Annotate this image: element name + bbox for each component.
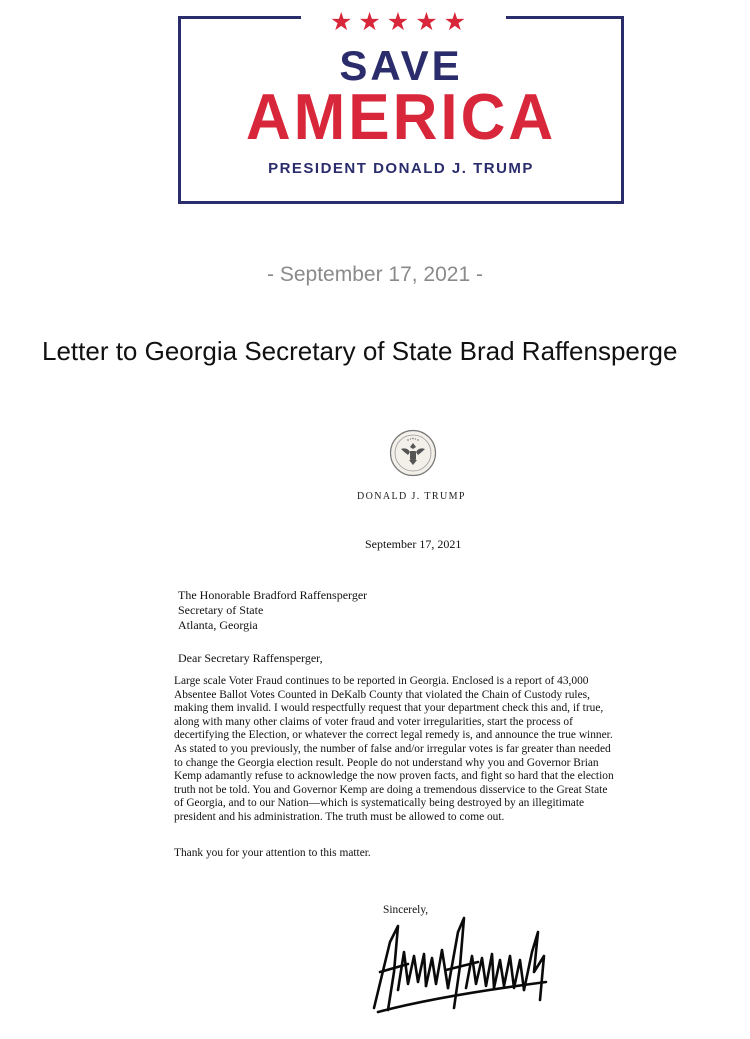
- body-line: to change the Georgia election result. People do not understand why you and Governor Brian: [174, 756, 599, 769]
- page-title: Letter to Georgia Secretary of State Brad Raffensperge: [42, 336, 678, 366]
- logo-save-text: SAVE: [339, 42, 463, 89]
- address-line: Atlanta, Georgia: [178, 618, 258, 632]
- address-line: The Honorable Bradford Raffensperger: [178, 588, 368, 602]
- body-line: truth not be told. You and Governor Kemp are doing a tremendous disservice to the Great State: [174, 783, 608, 796]
- header-date: - September 17, 2021 -: [267, 263, 483, 286]
- logo-president-text: PRESIDENT DONALD J. TRUMP: [268, 160, 534, 177]
- body-line: As stated to you previously, the number of false and/or irregular votes is far greater than needed: [174, 742, 611, 755]
- letterhead-name: DONALD J. TRUMP: [357, 491, 466, 502]
- body-line: Large scale Voter Fraud continues to be reported in Georgia. Enclosed is a report of 43,000: [174, 675, 589, 687]
- body-line: decertifying the Election, or whatever the correct legal remedy is, and announce the true winner.: [174, 729, 613, 742]
- address-line: Secretary of State: [178, 603, 264, 617]
- stars-icon: ★★★★★: [329, 7, 473, 36]
- body-line: making them invalid. I would respectfully request that your department check this and, if true,: [174, 702, 604, 715]
- logo-america-text: AMERICA: [245, 81, 557, 154]
- body-line: president and his administration. The truth must be allowed to come out.: [174, 810, 505, 823]
- closing-sincerely: Sincerely,: [383, 904, 429, 916]
- closing-thanks: Thank you for your attention to this matter.: [174, 847, 371, 859]
- body-line: Kemp adamantly refuse to acknowledge the now proven facts, and fight so hard that the election: [174, 770, 614, 783]
- salutation: Dear Secretary Raffensperger,: [178, 651, 323, 665]
- body-line: Absentee Ballot Votes Counted in DeKalb County that violated the Chain of Custody rules,: [174, 688, 590, 701]
- body-line: of Georgia, and to our Nation—which is systematically being destroyed by an illegitimate: [174, 797, 585, 810]
- presidential-seal-icon: [389, 429, 437, 477]
- letter-date: September 17, 2021: [365, 537, 462, 551]
- recipient-address: [178, 588, 367, 633]
- save-america-logo: [178, 7, 624, 204]
- body-line: along with many other claims of voter fraud and voter irregularities, start the process of: [174, 715, 573, 728]
- signature-icon: [368, 912, 554, 1022]
- letter-body: [174, 675, 734, 825]
